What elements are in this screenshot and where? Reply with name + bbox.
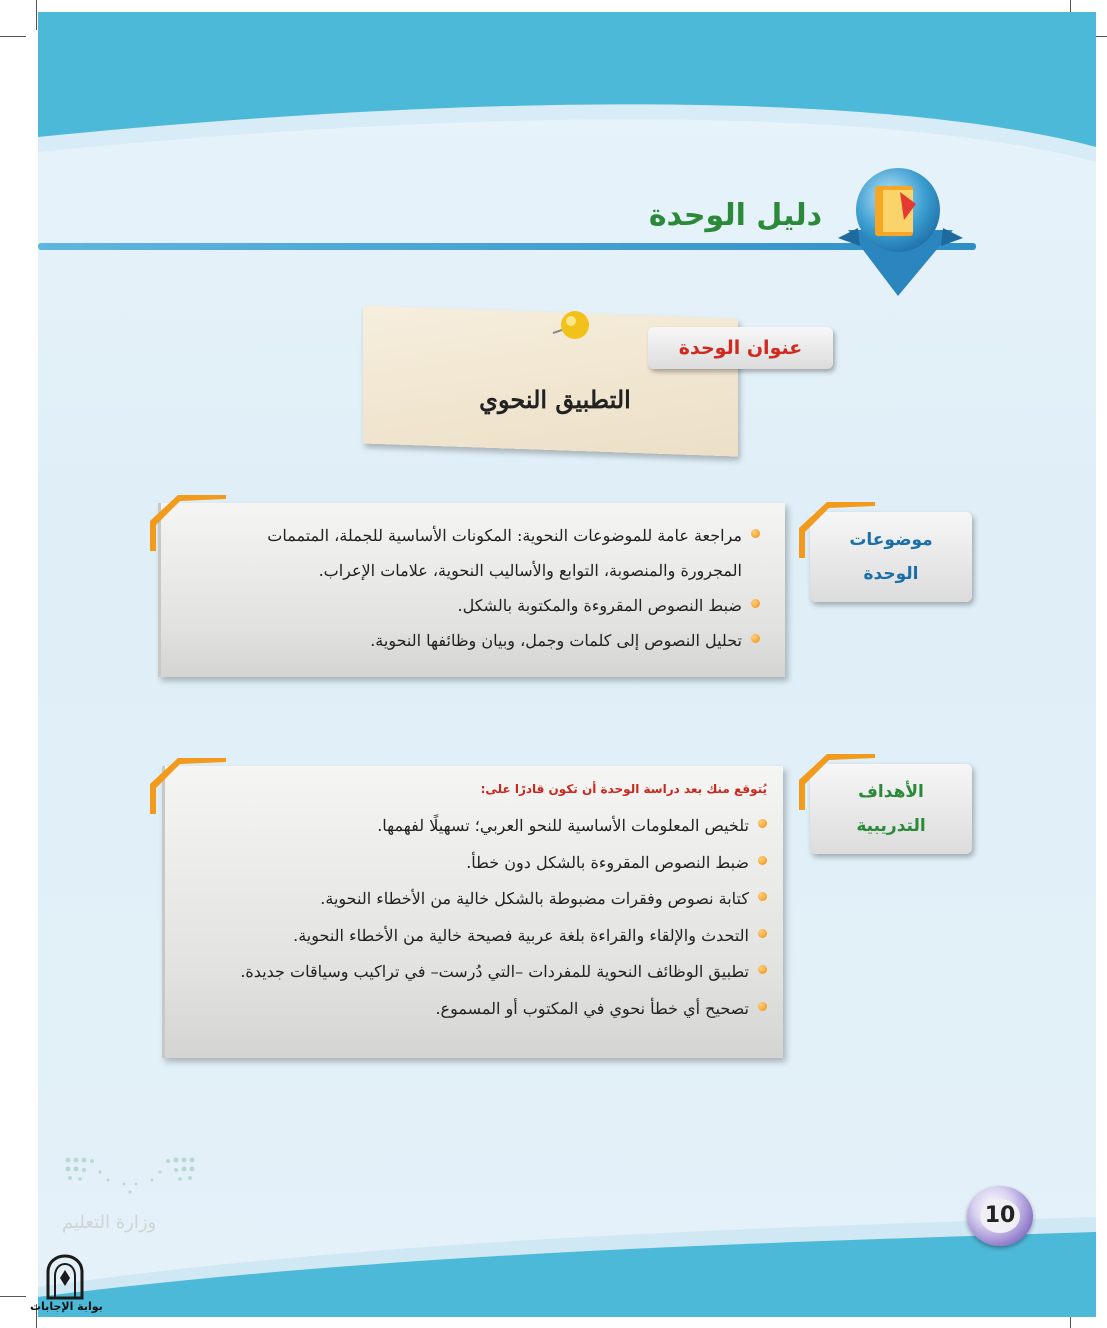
- pushpin-icon: [545, 305, 595, 355]
- ministry-logo: [60, 1152, 200, 1202]
- header-divider: [38, 243, 976, 250]
- list-item: مراجعة عامة للموضوعات النحوية: المكونات الأساسية للجملة، المتممات: [267, 518, 760, 553]
- crop-mark: [36, 0, 37, 30]
- list-item: ضبط النصوص المقروءة بالشكل دون خطأ.: [240, 845, 767, 882]
- list-item: كتابة نصوص وفقرات مضبوطة بالشكل خالية من الأخطاء النحوية.: [240, 881, 767, 918]
- watermark-text: بوابة الإجابات: [30, 1300, 103, 1313]
- page-number: 10: [980, 1199, 1020, 1233]
- unit-title-value: التطبيق النحوي: [479, 385, 631, 414]
- objectives-tab-line1: الأهداف: [858, 782, 924, 802]
- crop-mark: [0, 36, 26, 37]
- objectives-intro: يُتوقع منك بعد دراسة الوحدة أن تكون قادرًا على:: [480, 782, 767, 796]
- orange-corner-ribbon: [148, 756, 228, 816]
- list-item: التحدث والإلقاء والقراءة بلغة عربية فصيحة خالية من الأخطاء النحوية.: [240, 918, 767, 955]
- topics-list: [267, 518, 760, 658]
- topics-tab-line2: الوحدة: [863, 564, 919, 584]
- page-title: دليل الوحدة: [648, 198, 822, 233]
- list-item: تصحيح أي خطأ نحوي في المكتوب أو المسموع.: [240, 991, 767, 1028]
- orange-corner-ribbon: [797, 500, 877, 560]
- watermark-logo: [44, 1254, 86, 1300]
- ministry-name: وزارة التعليم: [62, 1212, 157, 1233]
- orange-corner-ribbon: [797, 752, 877, 812]
- objectives-list: [240, 808, 767, 1028]
- list-item: ضبط النصوص المقروءة والمكتوبة بالشكل.: [267, 588, 760, 623]
- crop-mark: [0, 1296, 26, 1297]
- book-icon: [838, 168, 963, 303]
- unit-title-label: عنوان الوحدة: [648, 327, 833, 369]
- list-item: تحليل النصوص إلى كلمات وجمل، وبيان وظائفها النحوية.: [267, 623, 760, 658]
- list-item: تلخيص المعلومات الأساسية للنحو العربي؛ تسهيلًا لفهمها.: [240, 808, 767, 845]
- list-item: تطبيق الوظائف النحوية للمفردات –التي دُرست– في تراكيب وسياقات جديدة.: [240, 954, 767, 991]
- list-item-continuation: المجرورة والمنصوبة، التوابع والأساليب النحوية، علامات الإعراب.: [318, 561, 742, 580]
- topics-tab-line1: موضوعات: [849, 530, 933, 550]
- orange-corner-ribbon: [148, 493, 228, 553]
- page-number-badge: [967, 1186, 1033, 1246]
- top-wave-band: [38, 12, 1096, 192]
- objectives-tab-line2: التدريبية: [856, 816, 926, 836]
